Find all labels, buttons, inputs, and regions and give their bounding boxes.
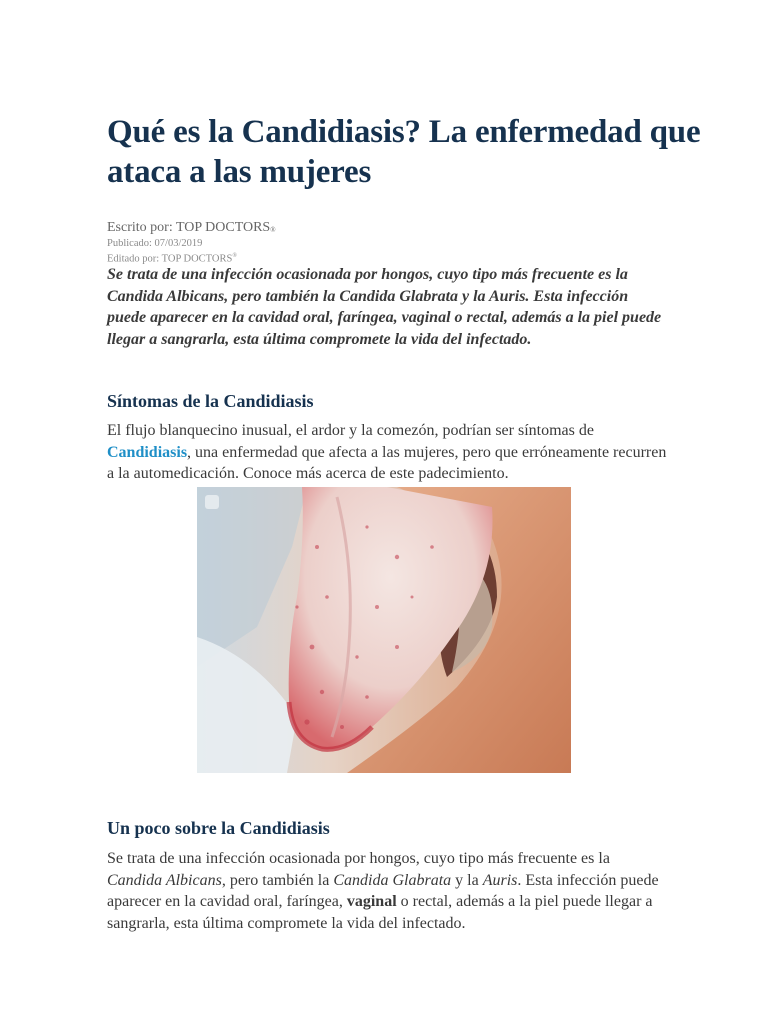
registered-mark: ® [270,226,276,234]
edited-text: Editado por: TOP DOCTORS [107,253,233,265]
tongue-photo [197,487,571,773]
about-em-auris: Auris [482,871,518,889]
article-title: Qué es la Candidiasis? La enfermedad que ataca a las mujeres [107,114,701,190]
symptoms-text-2: , una enfermedad que afecta a las mujeres, pero que erróneamente recurren a la automedicación. Conoce más acerca de este padecimiento. [107,443,667,482]
photo-icon [205,495,219,509]
about-text-2: , pero también la [221,871,334,889]
author-line [107,220,276,236]
about-text-3: y la [451,871,483,889]
about-strong-vaginal: vaginal [346,893,397,910]
published-date: Publicado: 07/03/2019 [107,238,203,249]
symptoms-paragraph [107,420,667,485]
about-text-1: Se trata de una infección ocasionada por hongos, cuyo tipo más frecuente es la [107,850,610,867]
about-text-4: . Esta infección puede aparecer en la cavidad oral, faríngea, [107,871,659,910]
section-heading-symptoms: Síntomas de la Candidiasis [107,391,314,411]
about-em-glabrata: Candida Glabrata [333,871,452,889]
tongue-illustration [197,487,571,773]
symptoms-text-1: El flujo blanquecino inusual, el ardor y la comezón, podrían ser síntomas de [107,422,594,439]
about-paragraph [107,848,667,934]
registered-mark: ® [232,253,237,259]
section-heading-about: Un poco sobre la Candidiasis [107,818,330,838]
candidiasis-link[interactable]: Candidiasis [107,443,188,461]
about-text-5: o rectal, además a la piel puede llegar a sangrarla, esta última compromete la vida del infectado. [107,893,653,932]
about-em-albicans: Candida Albicans [107,871,222,889]
article-lead: Se trata de una infección ocasionada por hongos, cuyo tipo más frecuente es la Candida Albicans, pero también la Candida Glabrata y la Auris. Esta infección puede aparecer en la cavidad oral, faríngea, vaginal o rectal, además a la piel puede llegar a sangrarla, esta última compromete la vida del infectado. [107,266,662,348]
author-text: Escrito por: TOP DOCTORS [107,220,271,235]
